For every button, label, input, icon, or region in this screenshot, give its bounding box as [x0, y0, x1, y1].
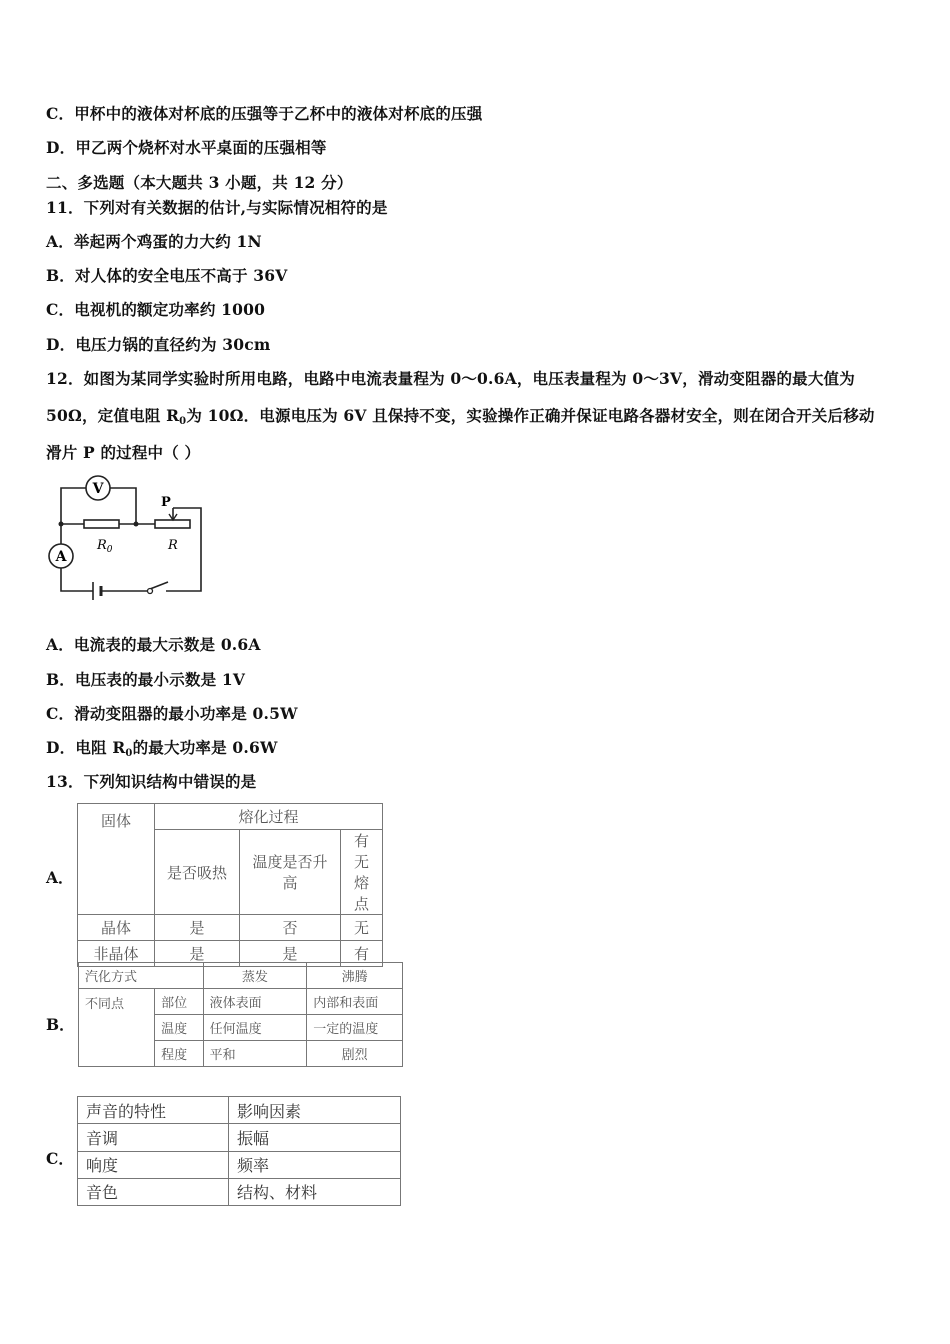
q10-option-c: C．甲杯中的液体对杯底的压强等于乙杯中的液体对杯底的压强 — [46, 104, 483, 123]
q11-option-a: A．举起两个鸡蛋的力大约 1N — [46, 232, 262, 251]
q13-label-a: A． — [46, 868, 74, 887]
q11-option-d: D．电压力锅的直径约为 30cm — [46, 335, 271, 354]
q12-stem-line2: 50Ω，定值电阻 $R_0$为 10Ω．电源电压为 6V 且保持不变，实验操作正确并保证电路各器材安全，则在闭合开关后移动 — [46, 406, 875, 427]
table-cell: 液体表面 — [203, 989, 307, 1015]
voltmeter-label: V — [92, 481, 104, 497]
table-cell: 音调 — [78, 1124, 229, 1151]
table-cell: 有 — [341, 941, 383, 967]
table-cell: 晶体 — [78, 915, 155, 941]
melting-table — [77, 803, 383, 967]
table-cell: 是 — [155, 941, 240, 967]
table-row — [79, 989, 403, 1015]
table-header: 是否吸热 — [155, 830, 240, 915]
fixed-resistor-icon — [84, 520, 119, 528]
q13-stem: 13．下列知识结构中错误的是 — [46, 772, 257, 791]
table-header: 声音的特性 — [78, 1097, 229, 1124]
table-cell: 响度 — [78, 1151, 229, 1178]
table-header: 汽化方式 — [79, 963, 204, 989]
table-cell: 是 — [155, 915, 240, 941]
table-row — [78, 1151, 401, 1178]
q11-option-c: C．电视机的额定功率约 1000 — [46, 300, 266, 319]
table-cell: 否 — [240, 915, 341, 941]
table-cell: 程度 — [155, 1041, 204, 1067]
r0-label: $R_0$ — [97, 538, 113, 555]
table-cell: 温度 — [155, 1015, 204, 1041]
circuit-diagram — [40, 470, 215, 610]
q12-option-b: B．电压表的最小示数是 1V — [46, 670, 246, 689]
q13-label-c: C． — [46, 1149, 74, 1168]
table-row — [78, 1178, 401, 1205]
section-header: 二、多选题（本大题共 3 小题，共 12 分） — [46, 173, 353, 192]
table-cell: 一定的温度 — [307, 1015, 403, 1041]
q12-option-c: C．滑动变阻器的最小功率是 0.5W — [46, 704, 298, 723]
table-header: 熔化过程 — [155, 804, 383, 830]
q12-option-d: D．电阻 $R_0$的最大功率是 0.6W — [46, 738, 278, 759]
table-cell: 剧烈 — [307, 1041, 403, 1067]
ammeter-label: A — [55, 549, 67, 565]
switch-icon — [148, 589, 153, 594]
table-row — [78, 1124, 401, 1151]
q12-option-a: A．电流表的最大示数是 0.6A — [46, 635, 261, 654]
q12-stem-line3: 滑片 P 的过程中（ ） — [46, 443, 201, 462]
table-header: 温度是否升高 — [240, 830, 341, 915]
table-cell: 非晶体 — [78, 941, 155, 967]
table-row — [78, 915, 383, 941]
rheostat-icon — [155, 520, 190, 528]
table-cell: 任何温度 — [203, 1015, 307, 1041]
slider-label: P — [161, 495, 171, 510]
q13-label-b: B． — [46, 1015, 75, 1034]
table-cell: 是 — [240, 941, 341, 967]
table-header: 蒸发 — [203, 963, 307, 989]
r-label: R — [168, 538, 178, 553]
table-cell: 部位 — [155, 989, 204, 1015]
table-cell: 结构、材料 — [229, 1178, 401, 1205]
sound-table — [77, 1096, 401, 1206]
q11-stem: 11．下列对有关数据的估计,与实际情况相符的是 — [46, 198, 388, 217]
q12-stem-line1: 12．如图为某同学实验时所用电路，电路中电流表量程为 0～0.6A，电压表量程为 0～3V，滑动变阻器的最大值为 — [46, 369, 855, 388]
q10-option-d: D．甲乙两个烧杯对水平桌面的压强相等 — [46, 138, 327, 157]
table-header: 沸腾 — [307, 963, 403, 989]
table-cell: 频率 — [229, 1151, 401, 1178]
table-cell: 固体 — [78, 804, 155, 915]
table-cell: 音色 — [78, 1178, 229, 1205]
table-cell: 不同点 — [79, 989, 155, 1067]
table-cell: 无 — [341, 915, 383, 941]
table-cell: 振幅 — [229, 1124, 401, 1151]
table-header: 影响因素 — [229, 1097, 401, 1124]
vaporization-table — [78, 962, 403, 1067]
table-cell: 平和 — [203, 1041, 307, 1067]
table-header: 有无熔点 — [341, 830, 383, 915]
q11-option-b: B．对人体的安全电压不高于 36V — [46, 266, 288, 285]
table-cell: 内部和表面 — [307, 989, 403, 1015]
